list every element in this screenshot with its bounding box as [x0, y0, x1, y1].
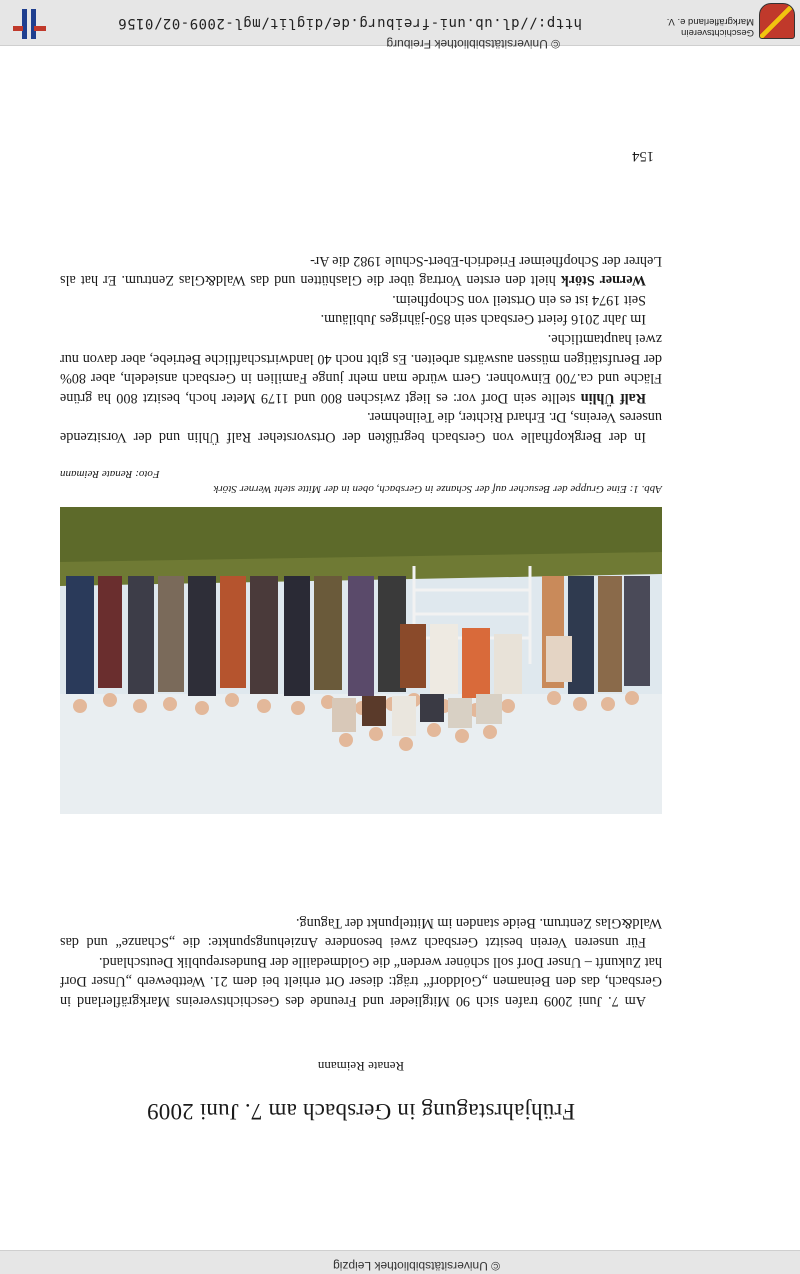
society-name-line-2: Markgräflerland e. V.	[666, 16, 754, 27]
society-name	[667, 16, 754, 38]
library-info-bar	[0, 0, 800, 51]
footer-copyright: © Universitätsbibliothek Leipzig	[333, 1259, 500, 1273]
society-coat-of-arms-icon	[759, 3, 795, 39]
article-title: Frühjahrstagung in Gersbach am 7. Juni 2009	[146, 1099, 576, 1124]
university-library-logo-icon	[10, 3, 48, 41]
body-paragraph-1: In der Bergkopfhalle von Gersbach begrüßten der Ortsvorsteher Ralf Ühlin und der Vorsitzende unseres Vereins, Dr. Erhard Richter, die Teilnehmer.	[60, 409, 662, 445]
intro-paragraph-1: Am 7. Juni 2009 trafen sich 90 Mitglieder und Freunde des Geschichtsvereins Markgräflerland in Gersbach, das den Beinamen „Golddorf“ trägt: dieser Ort erhielt bei dem 21. Wettbewerb „Unser Dorf hat Zukunft – Unser Dorf soll schöner werden“ die Goldmedaille der Bundesrepublik Deutschland.	[60, 953, 662, 1009]
body-text	[60, 250, 662, 446]
intro-paragraph-2: Für unseren Verein besitzt Gersbach zwei besondere Anziehungspunkte: die „Schanze“ und das Wald&Glas Zentrum. Beide standen im Mittelpunkt der Tagung.	[60, 914, 662, 951]
body-paragraph-2-text: stellte sein Dorf vor: es liegt zwischen 800 und 1179 Meter hoch, besitzt 800 ha grüne Fläche und ca.700 Einwohner. Gern würde man mehr junge Familien in Gersbach ansiedeln, aber 80% der Berufstätigen müssen auswärts arbeiten. Es gibt noch 40 landwirtschaftliche Betriebe, aber davon nur zwei hauptamtliche.	[59, 331, 662, 406]
body-paragraph-2	[60, 328, 662, 406]
name-ralf-uehlin: Ralf Ühlin	[580, 389, 646, 406]
photo-caption	[60, 466, 662, 496]
article-author: Renate Reimann	[317, 1059, 405, 1074]
society-name-line-1: Geschichtsverein	[681, 27, 754, 38]
group-photo-image	[60, 507, 662, 814]
page-number: 154	[632, 148, 654, 164]
library-copyright: © Universitätsbibliothek Freiburg	[386, 37, 560, 51]
caption-text: Abb. 1: Eine Gruppe der Besucher auf der Schanze in Gersbach, oben in der Mitte steht Werner Störk	[213, 483, 662, 495]
photo-credit: Foto: Renate Reimann	[60, 468, 160, 480]
body-paragraph-5	[60, 250, 662, 289]
body-paragraph-4: Seit 1974 ist es ein Ortsteil von Schopfheim.	[392, 291, 646, 308]
group-photo[interactable]	[60, 507, 662, 814]
intro-text	[60, 912, 662, 1010]
previous-page-bar	[0, 1250, 800, 1274]
body-paragraph-5-text: hielt den ersten Vortrag über die Glashütten und das Wald&Glas Zentrum. Er hat als Lehrer der Schopfheimer Friedrich-Ebert-Schule 1982 die Ar-	[60, 252, 662, 289]
document-url-link[interactable]: http://dl.ub.uni-freiburg.de/diglit/mgl-2009-02/0156	[117, 15, 582, 31]
name-werner-stoerk: Werner Störk	[560, 272, 646, 289]
body-paragraph-3: Im Jahr 2016 feiert Gersbach sein 850-jähriges Jubiläum.	[320, 311, 646, 328]
